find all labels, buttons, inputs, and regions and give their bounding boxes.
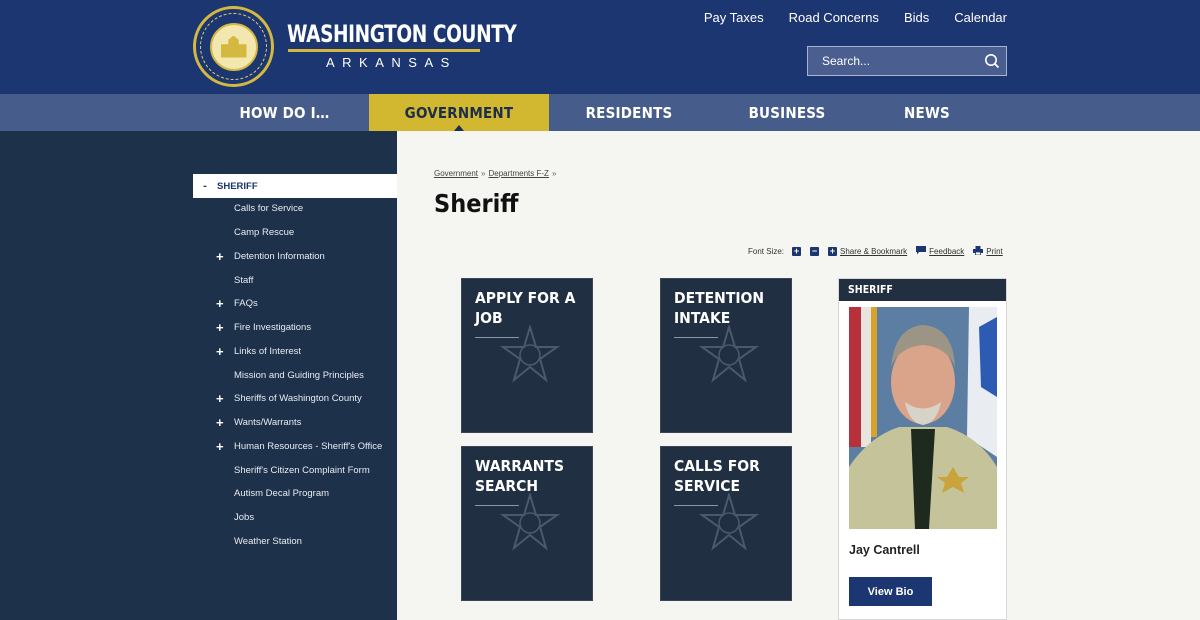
tile-detention-intake[interactable]	[660, 278, 792, 433]
nav-government-label: GOVERNMENT	[404, 103, 514, 122]
sidebar-item-detention-information[interactable]	[193, 245, 397, 269]
site-subtitle: ARKANSAS	[326, 55, 457, 70]
sheriff-name: Jay Cantrell	[849, 543, 920, 557]
main-nav	[0, 94, 1200, 131]
breadcrumb-separator: »	[481, 169, 486, 178]
sidebar-item-label: Sheriff's Citizen Complaint Form	[234, 464, 370, 476]
expand-icon[interactable]: +	[216, 343, 224, 359]
sidebar	[0, 131, 397, 620]
sheriff-star-icon	[500, 493, 560, 553]
sidebar-item-fire-investigations[interactable]	[193, 316, 397, 340]
font-size-label: Font Size:	[748, 247, 785, 256]
print-icon[interactable]	[973, 246, 983, 257]
font-increase-button[interactable]: +	[793, 246, 800, 256]
sidebar-item-label: Camp Rescue	[234, 227, 295, 239]
expand-icon[interactable]: +	[216, 415, 224, 431]
feedback-link[interactable]: Feedback	[929, 247, 965, 256]
utility-nav	[704, 10, 1007, 25]
sidebar-item-label: Mission and Guiding Principles	[234, 369, 364, 381]
sidebar-item-label: SHERIFF	[217, 180, 258, 192]
tile-label: CALLS FOR SERVICE	[674, 457, 760, 495]
expand-icon[interactable]: +	[216, 438, 224, 454]
sheriff-star-icon	[699, 325, 759, 385]
utility-link-road-concerns[interactable]: Road Concerns	[788, 10, 879, 25]
sidebar-item-human-resources[interactable]	[193, 435, 397, 459]
tile-label: APPLY FOR A JOB	[475, 289, 576, 327]
utility-link-calendar[interactable]: Calendar	[954, 10, 1007, 25]
search-icon[interactable]	[977, 47, 1006, 75]
search-box	[807, 46, 1007, 76]
sidebar-item-sheriff[interactable]	[193, 174, 397, 198]
sidebar-item-complaint-form[interactable]	[193, 458, 397, 482]
sidebar-item-faqs[interactable]	[193, 292, 397, 316]
site-header	[0, 0, 1200, 94]
sidebar-item-camp-rescue[interactable]	[193, 221, 397, 245]
card-heading: SHERIFF	[839, 279, 1006, 301]
tile-calls-for-service[interactable]	[660, 446, 792, 601]
font-decrease-button[interactable]: −	[811, 246, 818, 256]
sidebar-item-label: Human Resources - Sheriff's Office	[234, 440, 383, 452]
sidebar-item-mission[interactable]	[193, 363, 397, 387]
view-bio-button[interactable]: View Bio	[849, 577, 932, 606]
expand-icon[interactable]: +	[216, 320, 224, 336]
expand-icon[interactable]: +	[216, 391, 224, 407]
sidebar-item-calls-for-service[interactable]	[193, 197, 397, 221]
page-tools	[748, 246, 1012, 257]
sidebar-item-label: Wants/Warrants	[234, 417, 302, 429]
breadcrumb-separator: »	[551, 169, 557, 178]
nav-news[interactable]: NEWS	[904, 103, 950, 122]
expand-icon[interactable]: +	[216, 248, 224, 264]
sidebar-item-label: FAQs	[234, 298, 258, 310]
sidebar-item-label: Jobs	[234, 512, 255, 524]
sheriff-photo	[849, 307, 997, 529]
page-title: Sheriff	[434, 189, 519, 218]
sidebar-item-sheriffs-of-washington-county[interactable]	[193, 387, 397, 411]
sidebar-item-label: Fire Investigations	[234, 322, 312, 334]
share-icon[interactable]: +	[829, 246, 836, 256]
title-underline	[288, 49, 480, 52]
breadcrumb-government[interactable]: Government	[434, 169, 479, 178]
sidebar-item-label: Detention Information	[234, 250, 325, 262]
sidebar-item-links-of-interest[interactable]	[193, 340, 397, 364]
tile-label: DETENTION INTAKE	[674, 289, 765, 327]
tile-apply-for-a-job[interactable]	[461, 278, 593, 433]
sheriff-card	[838, 278, 1007, 620]
sidebar-list	[193, 197, 397, 553]
collapse-icon[interactable]: -	[203, 180, 207, 192]
sidebar-item-label: Autism Decal Program	[234, 488, 330, 500]
sidebar-item-weather-station[interactable]	[193, 530, 397, 554]
breadcrumb	[434, 169, 559, 178]
sidebar-item-label: Staff	[234, 274, 254, 286]
expand-icon[interactable]: +	[216, 296, 224, 312]
sidebar-item-wants-warrants[interactable]	[193, 411, 397, 435]
sidebar-item-label: Sheriffs of Washington County	[234, 393, 362, 405]
share-bookmark-link[interactable]: Share & Bookmark	[840, 247, 908, 256]
sidebar-item-label: Links of Interest	[234, 345, 302, 357]
site-title[interactable]: WASHINGTON COUNTY	[287, 20, 517, 48]
feedback-icon[interactable]	[916, 246, 926, 257]
nav-government[interactable]	[369, 94, 549, 131]
sidebar-item-label: Calls for Service	[234, 203, 304, 215]
tile-label: WARRANTS SEARCH	[475, 457, 564, 495]
utility-link-bids[interactable]: Bids	[903, 10, 930, 25]
breadcrumb-departments[interactable]: Departments F-Z	[488, 169, 549, 178]
sidebar-item-autism-decal[interactable]	[193, 482, 397, 506]
sidebar-item-staff[interactable]	[193, 268, 397, 292]
sheriff-star-icon	[500, 325, 560, 385]
tile-warrants-search[interactable]	[461, 446, 593, 601]
nav-residents[interactable]: RESIDENTS	[585, 103, 673, 122]
county-seal-logo[interactable]	[193, 6, 274, 87]
nav-business[interactable]: BUSINESS	[748, 103, 826, 122]
nav-how-do-i[interactable]: HOW DO I…	[239, 103, 330, 122]
sidebar-item-label: Weather Station	[234, 535, 302, 547]
search-input[interactable]	[808, 54, 977, 68]
print-link[interactable]: Print	[986, 247, 1003, 256]
sidebar-item-jobs[interactable]	[193, 506, 397, 530]
sheriff-star-icon	[699, 493, 759, 553]
utility-link-pay-taxes[interactable]: Pay Taxes	[703, 10, 764, 25]
active-caret-icon	[454, 125, 464, 131]
